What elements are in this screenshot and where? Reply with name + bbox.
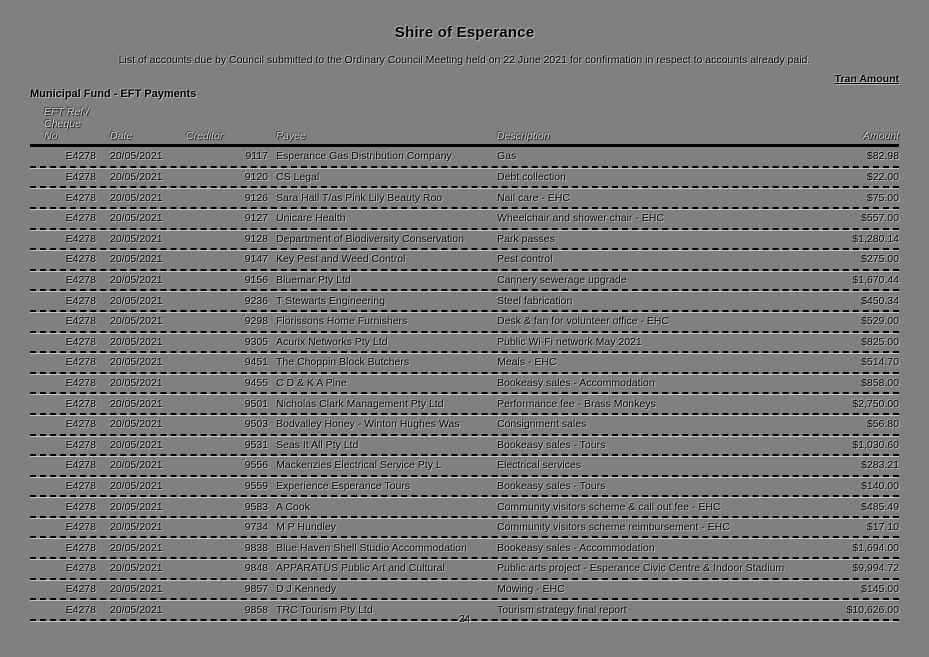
table-row	[30, 312, 899, 333]
table-row	[30, 209, 899, 230]
creditor-no-cell: 9848	[244, 562, 268, 575]
eft-ref-cell: E4278	[65, 562, 96, 575]
table-row	[30, 374, 899, 395]
table-row	[30, 394, 899, 415]
creditor-no-cell: 9559	[244, 479, 268, 492]
page-title: Shire of Esperance	[394, 24, 535, 41]
header-amount: Amount	[862, 130, 899, 143]
header-description: Description	[497, 130, 550, 143]
payee-cell: Blue Haven Shell Studio Accommodation	[276, 541, 467, 554]
creditor-no-cell: 9128	[244, 232, 268, 245]
amount-cell: $82.98	[866, 150, 899, 163]
creditor-no-cell: 9127	[244, 212, 268, 225]
header-eft-ref-line1: EFT Ref /	[44, 106, 89, 118]
table-row	[30, 353, 899, 374]
section-heading: Municipal Fund - EFT Payments	[30, 88, 197, 100]
eft-ref-cell: E4278	[65, 191, 96, 204]
date-cell: 20/05/2021	[110, 377, 163, 390]
header-date: Date	[110, 130, 133, 143]
page-subtitle: List of accounts due by Council submitted to the Ordinary Council Meeting held on 22 June 2021 for confirmation in respect to accounts already paid.	[118, 54, 811, 66]
eft-ref-cell: E4278	[65, 356, 96, 369]
amount-cell: $1,280.14	[852, 232, 899, 245]
payee-cell: APPARATUS Public Art and Cultural	[276, 562, 445, 575]
header-creditor: Creditor	[186, 130, 224, 143]
payee-cell: The Choppin Block Butchers	[276, 356, 410, 369]
eft-ref-cell: E4278	[65, 479, 96, 492]
date-cell: 20/05/2021	[110, 315, 163, 328]
payee-cell: CS Legal	[276, 171, 320, 184]
date-cell: 20/05/2021	[110, 438, 163, 451]
payee-cell: D J Kennedy	[276, 582, 337, 595]
description-cell: Performance fee - Brass Monkeys	[497, 397, 656, 410]
amount-cell: $9,994.72	[852, 562, 899, 575]
payee-cell: Sara Hall T/as Pink Lily Beauty Roo	[276, 191, 443, 204]
creditor-no-cell: 9156	[244, 274, 268, 287]
eft-ref-cell: E4278	[65, 377, 96, 390]
date-cell: 20/05/2021	[110, 562, 163, 575]
creditor-no-cell: 9501	[244, 397, 268, 410]
table-row	[30, 456, 899, 477]
date-cell: 20/05/2021	[110, 150, 163, 163]
table-row	[30, 518, 899, 539]
date-cell: 20/05/2021	[110, 541, 163, 554]
date-cell: 20/05/2021	[110, 171, 163, 184]
description-cell: Community visitors scheme reimbursement - EHC	[497, 521, 730, 534]
date-cell: 20/05/2021	[110, 418, 163, 431]
amount-cell: $145.00	[861, 582, 899, 595]
creditor-no-cell: 9583	[244, 500, 268, 513]
date-cell: 20/05/2021	[110, 356, 163, 369]
header-eft-ref	[30, 106, 96, 142]
creditor-no-cell: 9838	[244, 541, 268, 554]
description-cell: Community visitors scheme & call out fee - EHC	[497, 500, 721, 513]
date-cell: 20/05/2021	[110, 459, 163, 472]
description-cell: Bookeasy sales - Tours	[497, 479, 606, 492]
payee-cell: Experience Esperance Tours	[276, 479, 411, 492]
creditor-no-cell: 9305	[244, 335, 268, 348]
table-row	[30, 497, 899, 518]
table-row	[30, 147, 899, 168]
eft-ref-cell: E4278	[65, 459, 96, 472]
description-cell: Nail care - EHC	[497, 191, 570, 204]
payee-cell: Bodvalley Honey - Winton Hughes Was	[276, 418, 460, 431]
description-cell: Pest control	[497, 253, 553, 266]
creditor-no-cell: 9503	[244, 418, 268, 431]
table-row	[30, 436, 899, 457]
date-cell: 20/05/2021	[110, 232, 163, 245]
amount-cell: $485.49	[861, 500, 899, 513]
eft-ref-cell: E4278	[65, 438, 96, 451]
eft-ref-cell: E4278	[65, 212, 96, 225]
amount-cell: $825.00	[861, 335, 899, 348]
creditor-no-cell: 9117	[245, 150, 268, 163]
eft-ref-cell: E4278	[65, 418, 96, 431]
table-header-row	[30, 106, 899, 147]
eft-ref-cell: E4278	[65, 521, 96, 534]
table-row	[30, 477, 899, 498]
table-row	[30, 230, 899, 251]
description-cell: Desk & fan for volunteer office - EHC	[497, 315, 669, 328]
eft-ref-cell: E4278	[65, 582, 96, 595]
payee-cell: C D & K A Pine	[276, 377, 347, 390]
eft-ref-cell: E4278	[65, 274, 96, 287]
payee-cell: M P Hundley	[276, 521, 336, 534]
creditor-no-cell: 9455	[244, 377, 268, 390]
table-row	[30, 580, 899, 601]
amount-cell: $514.70	[861, 356, 899, 369]
payee-cell: Acurix Networks Pty Ltd	[276, 335, 388, 348]
date-cell: 20/05/2021	[110, 253, 163, 266]
amount-cell: $17.10	[866, 521, 899, 534]
date-cell: 20/05/2021	[110, 294, 163, 307]
amount-cell: $140.00	[861, 479, 899, 492]
description-cell: Public Wi-Fi network May 2021	[497, 335, 642, 348]
amount-cell: $22.00	[866, 171, 899, 184]
amount-cell: $275.00	[861, 253, 899, 266]
eft-ref-cell: E4278	[65, 232, 96, 245]
tran-amount-label: Tran Amount	[834, 73, 899, 85]
amount-cell: $10,626.00	[846, 603, 899, 616]
date-cell: 20/05/2021	[110, 191, 163, 204]
amount-cell: $56.80	[866, 418, 899, 431]
amount-cell: $557.00	[861, 212, 899, 225]
creditor-no-cell: 9556	[244, 459, 268, 472]
page-number: 24	[458, 614, 471, 625]
creditor-no-cell: 9531	[244, 438, 268, 451]
eft-ref-cell: E4278	[65, 253, 96, 266]
eft-ref-cell: E4278	[65, 397, 96, 410]
description-cell: Tourism strategy final report	[497, 603, 627, 616]
description-cell: Gas	[497, 150, 517, 163]
eft-ref-cell: E4278	[65, 150, 96, 163]
description-cell: Bookeasy sales - Tours	[497, 438, 606, 451]
payee-cell: Unicare Health	[276, 212, 346, 225]
creditor-no-cell: 9126	[244, 191, 268, 204]
description-cell: Park passes	[497, 232, 555, 245]
description-cell: Mowing - EHC	[497, 582, 565, 595]
creditor-no-cell: 9858	[244, 603, 268, 616]
description-cell: Bookeasy sales - Accommodation	[497, 541, 655, 554]
table-row	[30, 291, 899, 312]
eft-ref-cell: E4278	[65, 541, 96, 554]
date-cell: 20/05/2021	[110, 212, 163, 225]
payee-cell: T Stewarts Engineering	[276, 294, 385, 307]
payee-cell: TRC Tourism Pty Ltd	[276, 603, 373, 616]
description-cell: Meals - EHC	[497, 356, 557, 369]
amount-cell: $1,030.60	[852, 438, 899, 451]
eft-ref-cell: E4278	[65, 294, 96, 307]
payee-cell: A Cook	[276, 500, 310, 513]
description-cell: Public arts project - Esperance Civic Centre & Indoor Stadium	[497, 562, 785, 575]
description-cell: Steel fabrication	[497, 294, 573, 307]
payee-cell: Esperance Gas Distribution Company	[276, 150, 452, 163]
amount-cell: $450.34	[861, 294, 899, 307]
date-cell: 20/05/2021	[110, 274, 163, 287]
amount-cell: $1,670.44	[852, 274, 899, 287]
eft-ref-cell: E4278	[65, 603, 96, 616]
eft-ref-cell: E4278	[65, 500, 96, 513]
header-eft-ref-line2: Cheque No	[44, 118, 81, 143]
table-row	[30, 333, 899, 354]
eft-ref-cell: E4278	[65, 171, 96, 184]
description-cell: Wheelchair and shower chair - EHC	[497, 212, 664, 225]
eft-ref-cell: E4278	[65, 315, 96, 328]
payee-cell: Florissons Home Furnishers	[276, 315, 408, 328]
eft-ref-cell: E4278	[65, 335, 96, 348]
creditor-no-cell: 9734	[244, 521, 268, 534]
table-row	[30, 415, 899, 436]
description-cell: Debt collection	[497, 171, 566, 184]
payee-cell: Mackenzies Electrical Service Pty L	[276, 459, 442, 472]
date-cell: 20/05/2021	[110, 335, 163, 348]
amount-cell: $1,694.00	[852, 541, 899, 554]
date-cell: 20/05/2021	[110, 397, 163, 410]
creditor-no-cell: 9147	[244, 253, 268, 266]
payee-cell: Seas It All Pty Ltd	[276, 438, 359, 451]
date-cell: 20/05/2021	[110, 603, 163, 616]
amount-cell: $283.21	[861, 459, 899, 472]
amount-cell: $529.00	[861, 315, 899, 328]
payee-cell: Nicholas Clark Management Pty Ltd	[276, 397, 444, 410]
table-row	[30, 188, 899, 209]
date-cell: 20/05/2021	[110, 521, 163, 534]
amount-cell: $2,750.00	[852, 397, 899, 410]
payee-cell: Department of Biodiversity Conservation	[276, 232, 464, 245]
table-row	[30, 168, 899, 189]
description-cell: Electrical services	[497, 459, 582, 472]
creditor-no-cell: 9120	[244, 171, 268, 184]
creditor-no-cell: 9451	[244, 356, 268, 369]
table-row	[30, 271, 899, 292]
payee-cell: Key Pest and Weed Control	[276, 253, 406, 266]
table-row	[30, 250, 899, 271]
table-row	[30, 538, 899, 559]
date-cell: 20/05/2021	[110, 500, 163, 513]
creditor-no-cell: 9236	[244, 294, 268, 307]
date-cell: 20/05/2021	[110, 479, 163, 492]
amount-cell: $858.00	[861, 377, 899, 390]
payee-cell: Bluemar Pty Ltd	[276, 274, 351, 287]
table-row	[30, 559, 899, 580]
date-cell: 20/05/2021	[110, 582, 163, 595]
creditor-no-cell: 9298	[244, 315, 268, 328]
description-cell: Cannery sewerage upgrade	[497, 274, 627, 287]
creditor-no-cell: 9857	[244, 582, 268, 595]
header-payee: Payee	[276, 130, 306, 143]
amount-cell: $75.00	[866, 191, 899, 204]
table-body	[30, 147, 899, 621]
description-cell: Consignment sales	[497, 418, 587, 431]
description-cell: Bookeasy sales - Accommodation	[497, 377, 655, 390]
